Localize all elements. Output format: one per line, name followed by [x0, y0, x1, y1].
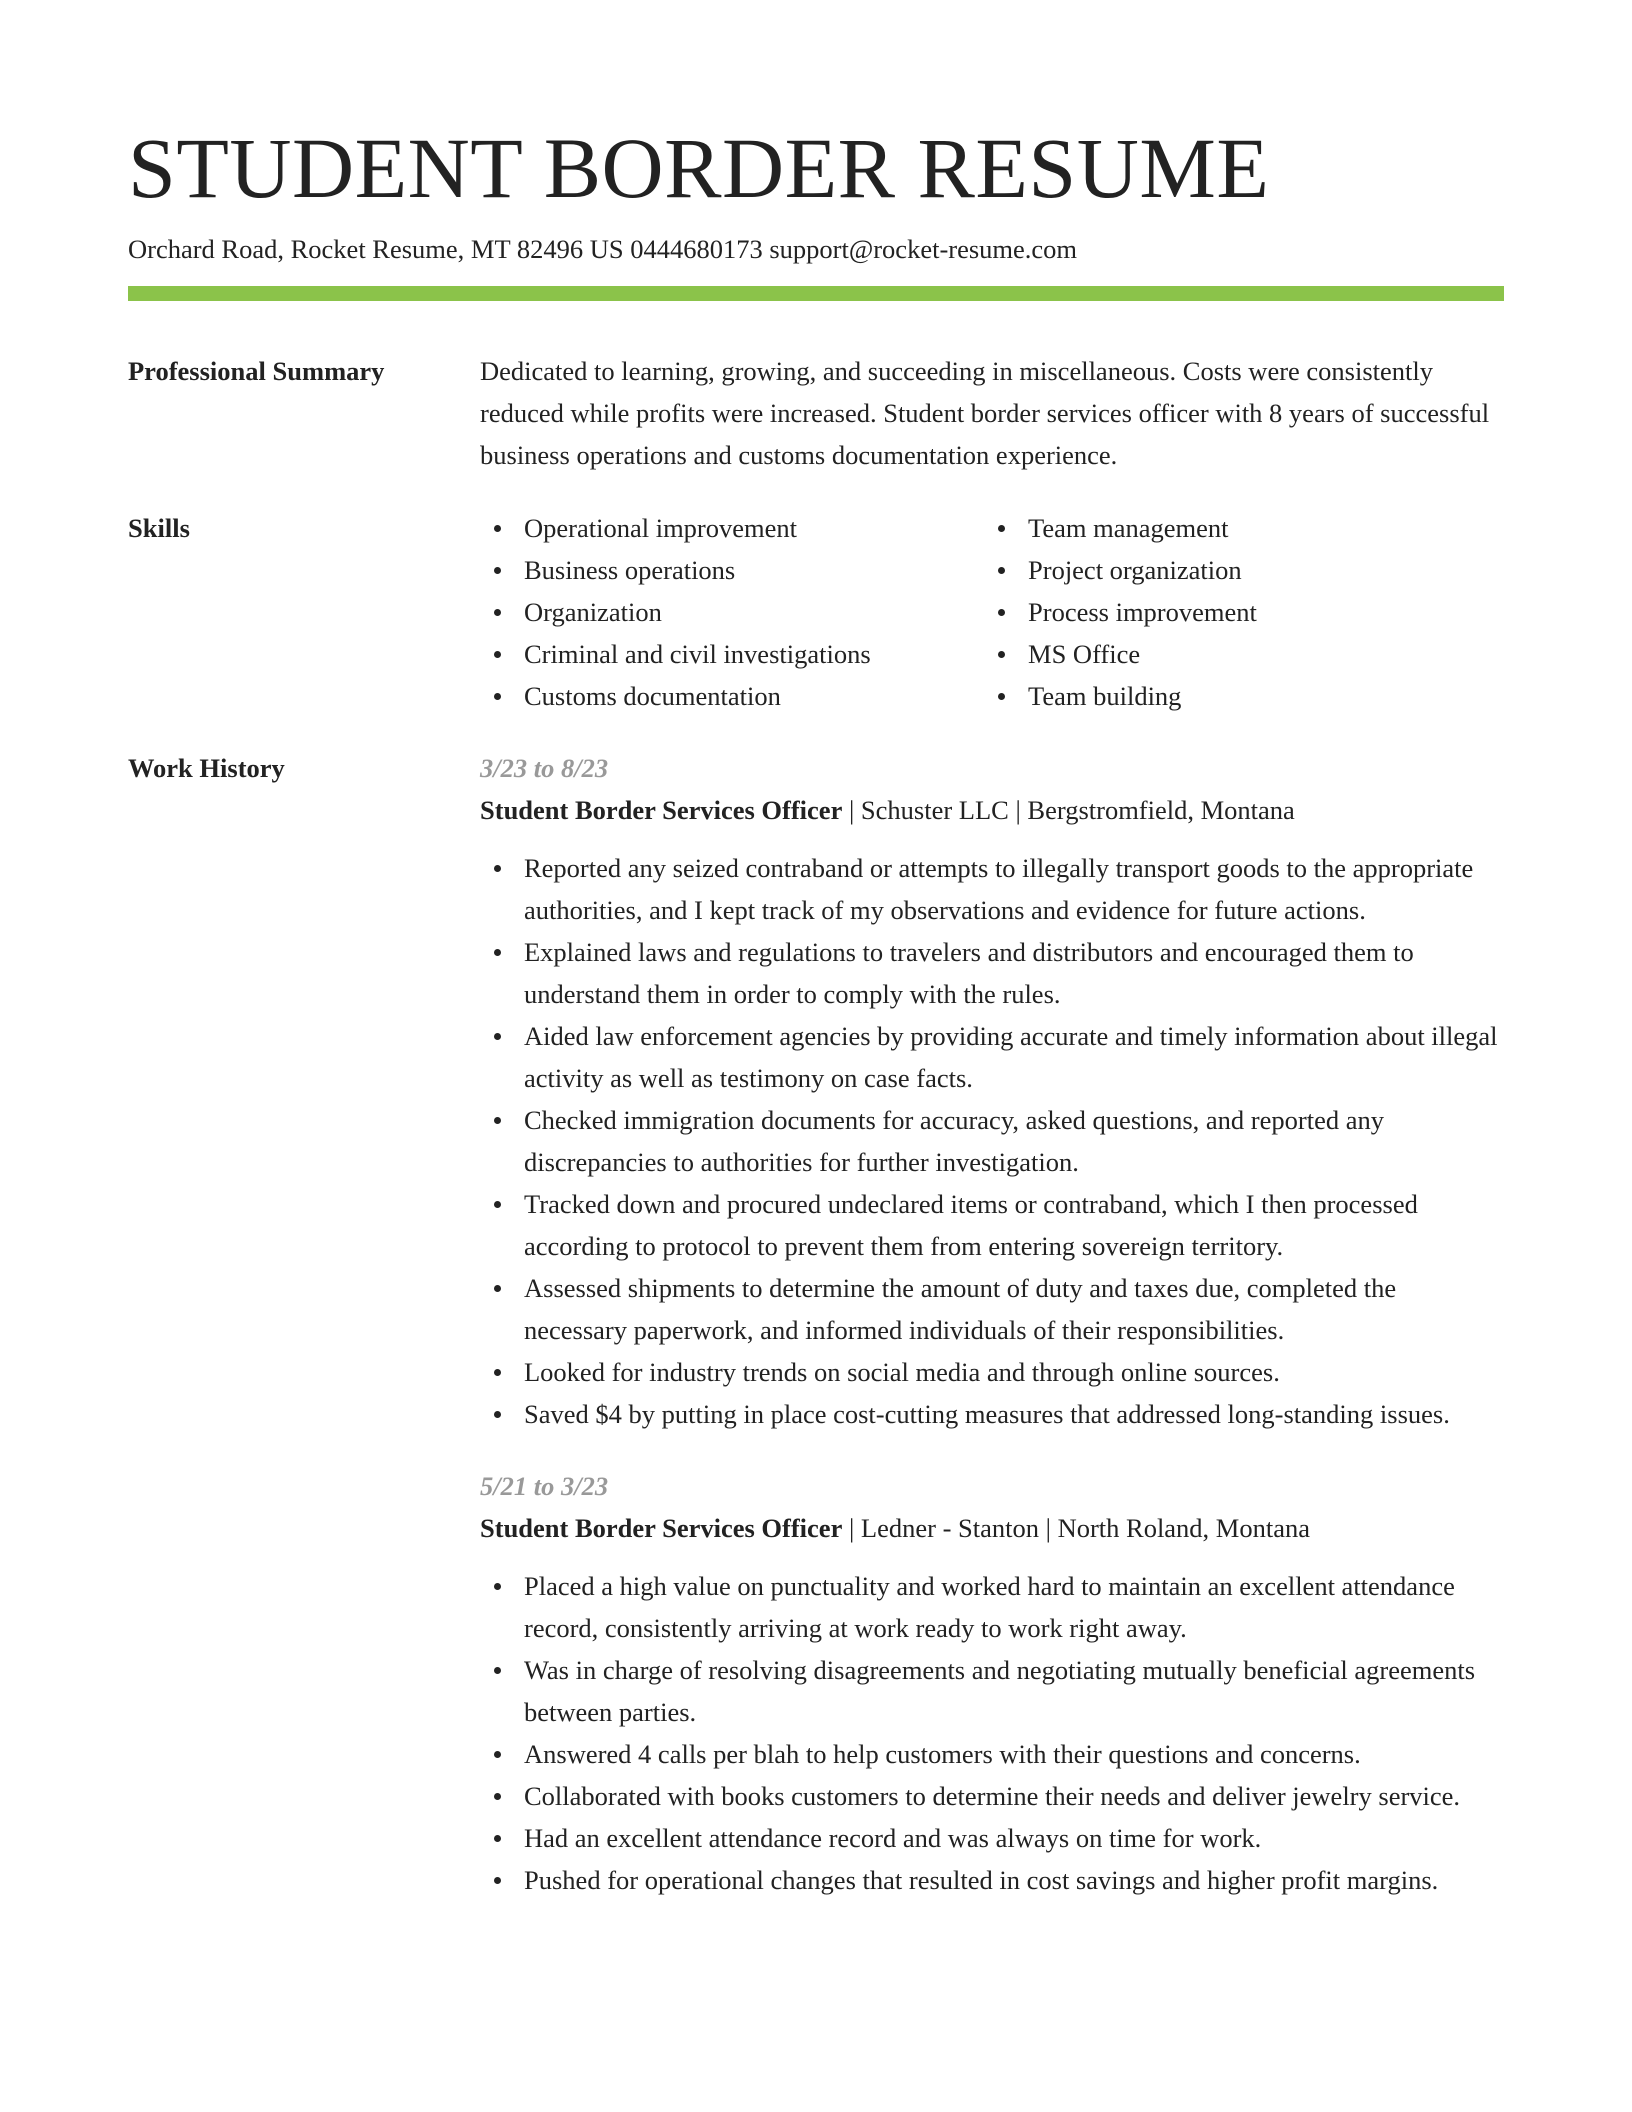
skill-item: Project organization — [984, 549, 1488, 591]
skill-item: Business operations — [480, 549, 984, 591]
job-location: Bergstromfield, Montana — [1027, 795, 1295, 825]
resume-title: STUDENT BORDER RESUME — [128, 120, 1270, 216]
job-bullet: Was in charge of resolving disagreements and negotiating mutually beneficial agreements between parties. — [480, 1649, 1504, 1733]
work-history-body — [480, 747, 1504, 1901]
job-bullets — [480, 1565, 1504, 1901]
job-bullet: Explained laws and regulations to travelers and distributors and encouraged them to understand them in order to comply with the rules. — [480, 931, 1504, 1015]
job-entry — [480, 747, 1504, 1435]
skill-item: Team management — [984, 507, 1488, 549]
job-header — [480, 1507, 1504, 1549]
job-bullet: Had an excellent attendance record and was always on time for work. — [480, 1817, 1504, 1859]
skill-item: Team building — [984, 675, 1488, 717]
skill-item: Criminal and civil investigations — [480, 633, 984, 675]
job-title: Student Border Services Officer — [480, 1513, 843, 1543]
job-company: Schuster LLC — [860, 795, 1009, 825]
job-company: Ledner - Stanton — [860, 1513, 1039, 1543]
job-header — [480, 789, 1504, 831]
job-bullet: Saved $4 by putting in place cost-cutting measures that addressed long-standing issues. — [480, 1393, 1504, 1435]
work-history-heading: Work History — [128, 753, 285, 783]
skills-columns — [480, 507, 1504, 717]
job-separator: | — [842, 795, 861, 825]
skills-body — [480, 507, 1504, 717]
job-bullet: Tracked down and procured undeclared items or contraband, which I then processed according to protocol to prevent them from entering sovereign territory. — [480, 1183, 1504, 1267]
summary-text: Dedicated to learning, growing, and succeeding in miscellaneous. Costs were consistently reduced while profits were increased. Student border services officer with 8 years of successful business operations and customs documentation experience. — [480, 356, 1490, 470]
job-dates: 3/23 to 8/23 — [480, 753, 609, 783]
job-separator: | — [1039, 1513, 1058, 1543]
contact-line: Orchard Road, Rocket Resume, MT 82496 US 0444680173 support@rocket-resume.com — [128, 234, 1078, 264]
job-bullet: Aided law enforcement agencies by providing accurate and timely information about illegal activity as well as testimony on case facts. — [480, 1015, 1504, 1099]
skills-column-right — [984, 507, 1488, 717]
job-bullet: Pushed for operational changes that resulted in cost savings and higher profit margins. — [480, 1859, 1504, 1901]
job-location: North Roland, Montana — [1057, 1513, 1311, 1543]
skill-item: Organization — [480, 591, 984, 633]
job-dates: 5/21 to 3/23 — [480, 1471, 609, 1501]
skill-item: MS Office — [984, 633, 1488, 675]
skill-item: Customs documentation — [480, 675, 984, 717]
job-bullet: Answered 4 calls per blah to help customers with their questions and concerns. — [480, 1733, 1504, 1775]
job-separator: | — [1008, 795, 1028, 825]
job-bullet: Placed a high value on punctuality and worked hard to maintain an excellent attendance record, consistently arriving at work ready to work right away. — [480, 1565, 1504, 1649]
skills-heading: Skills — [128, 513, 190, 543]
accent-divider — [128, 286, 1504, 301]
job-bullet: Looked for industry trends on social media and through online sources. — [480, 1351, 1504, 1393]
job-separator: | — [842, 1513, 861, 1543]
skill-item: Process improvement — [984, 591, 1488, 633]
job-bullets — [480, 847, 1504, 1435]
job-bullet: Assessed shipments to determine the amount of duty and taxes due, completed the necessary paperwork, and informed individuals of their responsibilities. — [480, 1267, 1504, 1351]
summary-body — [480, 350, 1504, 476]
summary-heading: Professional Summary — [128, 356, 385, 386]
job-bullet: Checked immigration documents for accuracy, asked questions, and reported any discrepancies to authorities for further investigation. — [480, 1099, 1504, 1183]
skills-column-left — [480, 507, 984, 717]
job-bullet: Collaborated with books customers to determine their needs and deliver jewelry service. — [480, 1775, 1504, 1817]
job-entry — [480, 1465, 1504, 1901]
job-bullet: Reported any seized contraband or attempts to illegally transport goods to the appropriate authorities, and I kept track of my observations and evidence for future actions. — [480, 847, 1504, 931]
skill-item: Operational improvement — [480, 507, 984, 549]
job-title: Student Border Services Officer — [480, 795, 843, 825]
